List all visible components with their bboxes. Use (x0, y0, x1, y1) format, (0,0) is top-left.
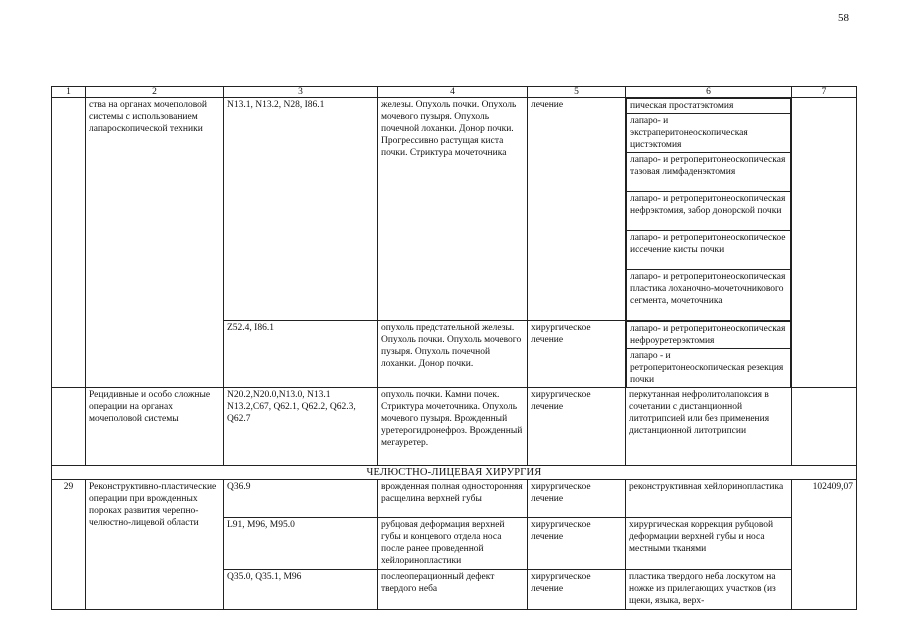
treatment-cell: хирургическое лечение (528, 388, 626, 466)
method-cell: ства на органах мочеполовой системы с использованием лапароскопической техники (86, 98, 224, 388)
icd-codes-cell: N13.1, N13.2, N28, I86.1 (224, 98, 378, 321)
method-cell: Рецидивные и особо сложные операции на органах мочеполовой системы (86, 388, 224, 466)
section-title: ЧЕЛЮСТНО-ЛИЦЕВАЯ ХИРУРГИЯ (52, 466, 857, 480)
column-header: 4 (378, 87, 528, 98)
treatment-cell: хирургическое лечение (528, 518, 626, 570)
column-header: 1 (52, 87, 86, 98)
treatment-cell: лечение (528, 98, 626, 321)
norm-cell (792, 98, 857, 388)
operations-cell (626, 321, 792, 388)
operation-item: пическая простатэктомия (627, 99, 791, 114)
method-cell: Реконструктивно-пластические операции при врожденных пороках развития черепно-челюстно-лицевой области (86, 480, 224, 610)
operation-item: лапаро- и ретроперитонеоскопическая нефроуретерэктомия (627, 322, 791, 349)
treatment-cell: хирургическое лечение (528, 480, 626, 518)
diagnosis-cell: опухоль почки. Камни почек. Стриктура мочеточника. Опухоль мочевого пузыря. Врожденный уретерогидронефроз. Врожденный мегауретер. (378, 388, 528, 466)
section-heading-row (52, 466, 857, 480)
icd-codes-cell: Q36.9 (224, 480, 378, 518)
row-number-cell (52, 388, 86, 466)
operation-cell: реконструктивная хейлоринопластика (626, 480, 792, 518)
row-number-cell (52, 98, 86, 388)
operations-list (626, 321, 791, 387)
column-number-row (52, 87, 857, 98)
icd-codes-cell: L91, M96, M95.0 (224, 518, 378, 570)
operation-item: лапаро- и ретроперитонеоскопическое иссечение кисты почки (627, 231, 791, 270)
diagnosis-cell: врожденная полная односторонняя расщелина верхней губы (378, 480, 528, 518)
column-header: 7 (792, 87, 857, 98)
operation-cell: перкутанная нефролитолапоксия в сочетании с дистанционной литотрипсией или без применения дистанционной литотрипсии (626, 388, 792, 466)
page-number: 58 (838, 12, 849, 24)
operation-item: лапаро- и ретроперитонеоскопическая пластика лоханочно-мочеточникового сегмента, мочеточника (627, 270, 791, 321)
icd-codes-cell: Q35.0, Q35.1, M96 (224, 570, 378, 610)
diagnosis-cell: послеоперационный дефект твердого неба (378, 570, 528, 610)
operation-item: лапаро- и ретроперитонеоскопическая тазовая лимфаденэктомия (627, 153, 791, 192)
medical-care-table (51, 86, 857, 610)
operation-item: лапаро- и ретроперитонеоскопическая нефрэктомия, забор донорской почки (627, 192, 791, 231)
diagnosis-cell: рубцовая деформация верхней губы и концевого отдела носа после ранее проведенной хейлоринопластики (378, 518, 528, 570)
column-header: 2 (86, 87, 224, 98)
table-row (52, 388, 857, 466)
operations-cell (626, 98, 792, 321)
treatment-cell: хирургическое лечение (528, 321, 626, 388)
norm-cell (792, 388, 857, 466)
operations-list (626, 98, 791, 320)
operation-cell: хирургическая коррекция рубцовой деформации верхней губы и носа местными тканями (626, 518, 792, 570)
table-row (52, 480, 857, 518)
table-row (52, 98, 857, 321)
operation-item: лапаро - и ретроперитонеоскопическая резекция почки (627, 349, 791, 388)
norm-cell: 102409,07 (792, 480, 857, 610)
column-header: 5 (528, 87, 626, 98)
diagnosis-cell: железы. Опухоль почки. Опухоль мочевого пузыря. Опухоль почечной лоханки. Донор почки. Прогрессивно растущая киста почки. Стриктура мочеточника (378, 98, 528, 321)
treatment-cell: хирургическое лечение (528, 570, 626, 610)
icd-codes-cell: N20.2,N20.0,N13.0, N13.1 N13.2,C67, Q62.1, Q62.2, Q62.3, Q62.7 (224, 388, 378, 466)
column-header: 6 (626, 87, 792, 98)
operation-cell: пластика твердого неба лоскутом на ножке из прилегающих участков (из щеки, языка, верх- (626, 570, 792, 610)
operation-item: лапаро- и экстраперитонеоскопическая цистэктомия (627, 114, 791, 153)
row-number-cell: 29 (52, 480, 86, 610)
icd-codes-cell: Z52.4, I86.1 (224, 321, 378, 388)
diagnosis-cell: опухоль предстательной железы. Опухоль почки. Опухоль мочевого пузыря. Опухоль почечной лоханки. Донор почки. (378, 321, 528, 388)
column-header: 3 (224, 87, 378, 98)
